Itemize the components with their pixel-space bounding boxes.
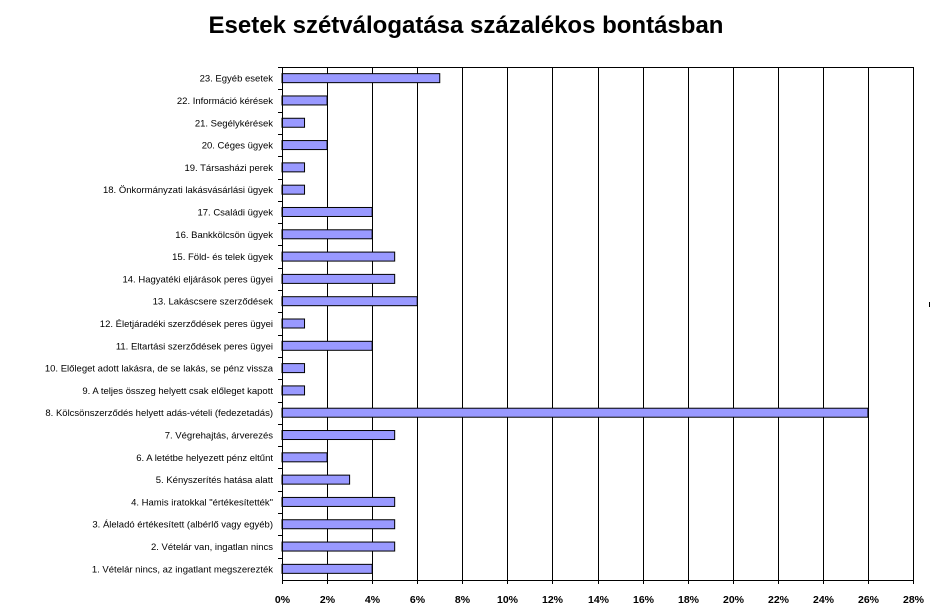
x-tick-label: 10% (496, 594, 519, 606)
bar (282, 297, 417, 306)
bar (282, 364, 305, 373)
bar (282, 453, 327, 462)
bar (282, 230, 372, 239)
stray-mark (929, 302, 930, 307)
bar (282, 96, 327, 105)
bar (282, 542, 395, 551)
category-label: 15. Föld- és telek ügyek (172, 252, 273, 264)
bar (282, 118, 305, 127)
category-label: 16. Bankkölcsön ügyek (175, 229, 273, 241)
bar (282, 274, 395, 283)
category-label: 13. Lakáscsere szerződések (152, 296, 273, 308)
chart-title: Esetek szétválogatása százalékos bontásban (208, 12, 724, 39)
x-tick-label: 22% (767, 594, 790, 606)
bar (282, 497, 395, 506)
x-axis-ticks (275, 580, 925, 606)
bar (282, 564, 372, 573)
category-label: 3. Áleladó értékesített (albérlő vagy egyéb) (92, 519, 273, 531)
x-tick-label: 8% (454, 594, 471, 606)
bar (282, 341, 372, 350)
bar (282, 207, 372, 216)
category-label: 19. Társasházi perek (184, 162, 273, 174)
bars (282, 74, 868, 574)
x-tick-label: 0% (274, 594, 291, 606)
category-labels (45, 74, 274, 576)
category-label: 11. Eltartási szerződések peres ügyei (115, 341, 273, 353)
category-label: 23. Egyéb esetek (199, 73, 273, 85)
category-label: 8. Kölcsönszerződés helyett adás-vételi (fedezetadás) (45, 408, 273, 420)
bar (282, 74, 440, 83)
x-tick-label: 28% (902, 594, 925, 606)
bar (282, 431, 395, 440)
category-label: 6. A letétbe helyezett pénz eltűnt (136, 452, 273, 464)
bar (282, 520, 395, 529)
bar (282, 475, 350, 484)
bar (282, 163, 305, 172)
category-label: 21. Segélykérések (194, 118, 273, 130)
category-label: 14. Hagyatéki eljárások peres ügyei (122, 274, 273, 286)
category-label: 20. Céges ügyek (201, 140, 273, 152)
category-label: 2. Vételár van, ingatlan nincs (151, 542, 273, 554)
bar (282, 185, 305, 194)
category-label: 7. Végrehajtás, árverezés (164, 430, 273, 442)
category-label: 12. Életjáradéki szerződések peres ügyei (99, 319, 273, 330)
x-tick-label: 2% (319, 594, 336, 606)
bar (282, 319, 305, 328)
x-tick-label: 24% (812, 594, 835, 606)
category-label: 1. Vételár nincs, az ingatlant megszerezték (91, 564, 273, 576)
x-tick-label: 6% (409, 594, 426, 606)
category-label: 22. Információ kérések (176, 95, 273, 107)
x-tick-label: 4% (364, 594, 381, 606)
category-label: 18. Önkormányzati lakásvásárlási ügyek (102, 185, 273, 197)
x-tick-label: 18% (677, 594, 700, 606)
bar (282, 386, 305, 395)
bar (282, 408, 868, 417)
x-tick-label: 16% (632, 594, 655, 606)
bar (282, 252, 395, 261)
category-label: 10. Előleget adott lakásra, de se lakás, se pénz vissza (44, 363, 273, 375)
category-label: 4. Hamis iratokkal "értékesítették" (131, 497, 273, 509)
category-label: 9. A teljes összeg helyett csak előleget kapott (82, 385, 273, 397)
category-label: 5. Kényszerítés hatása alatt (155, 475, 273, 487)
category-label: 17. Családi ügyek (197, 207, 273, 219)
x-tick-label: 20% (722, 594, 745, 606)
x-tick-label: 12% (541, 594, 564, 606)
x-tick-label: 14% (587, 594, 610, 606)
bar (282, 141, 327, 150)
x-tick-label: 26% (857, 594, 880, 606)
